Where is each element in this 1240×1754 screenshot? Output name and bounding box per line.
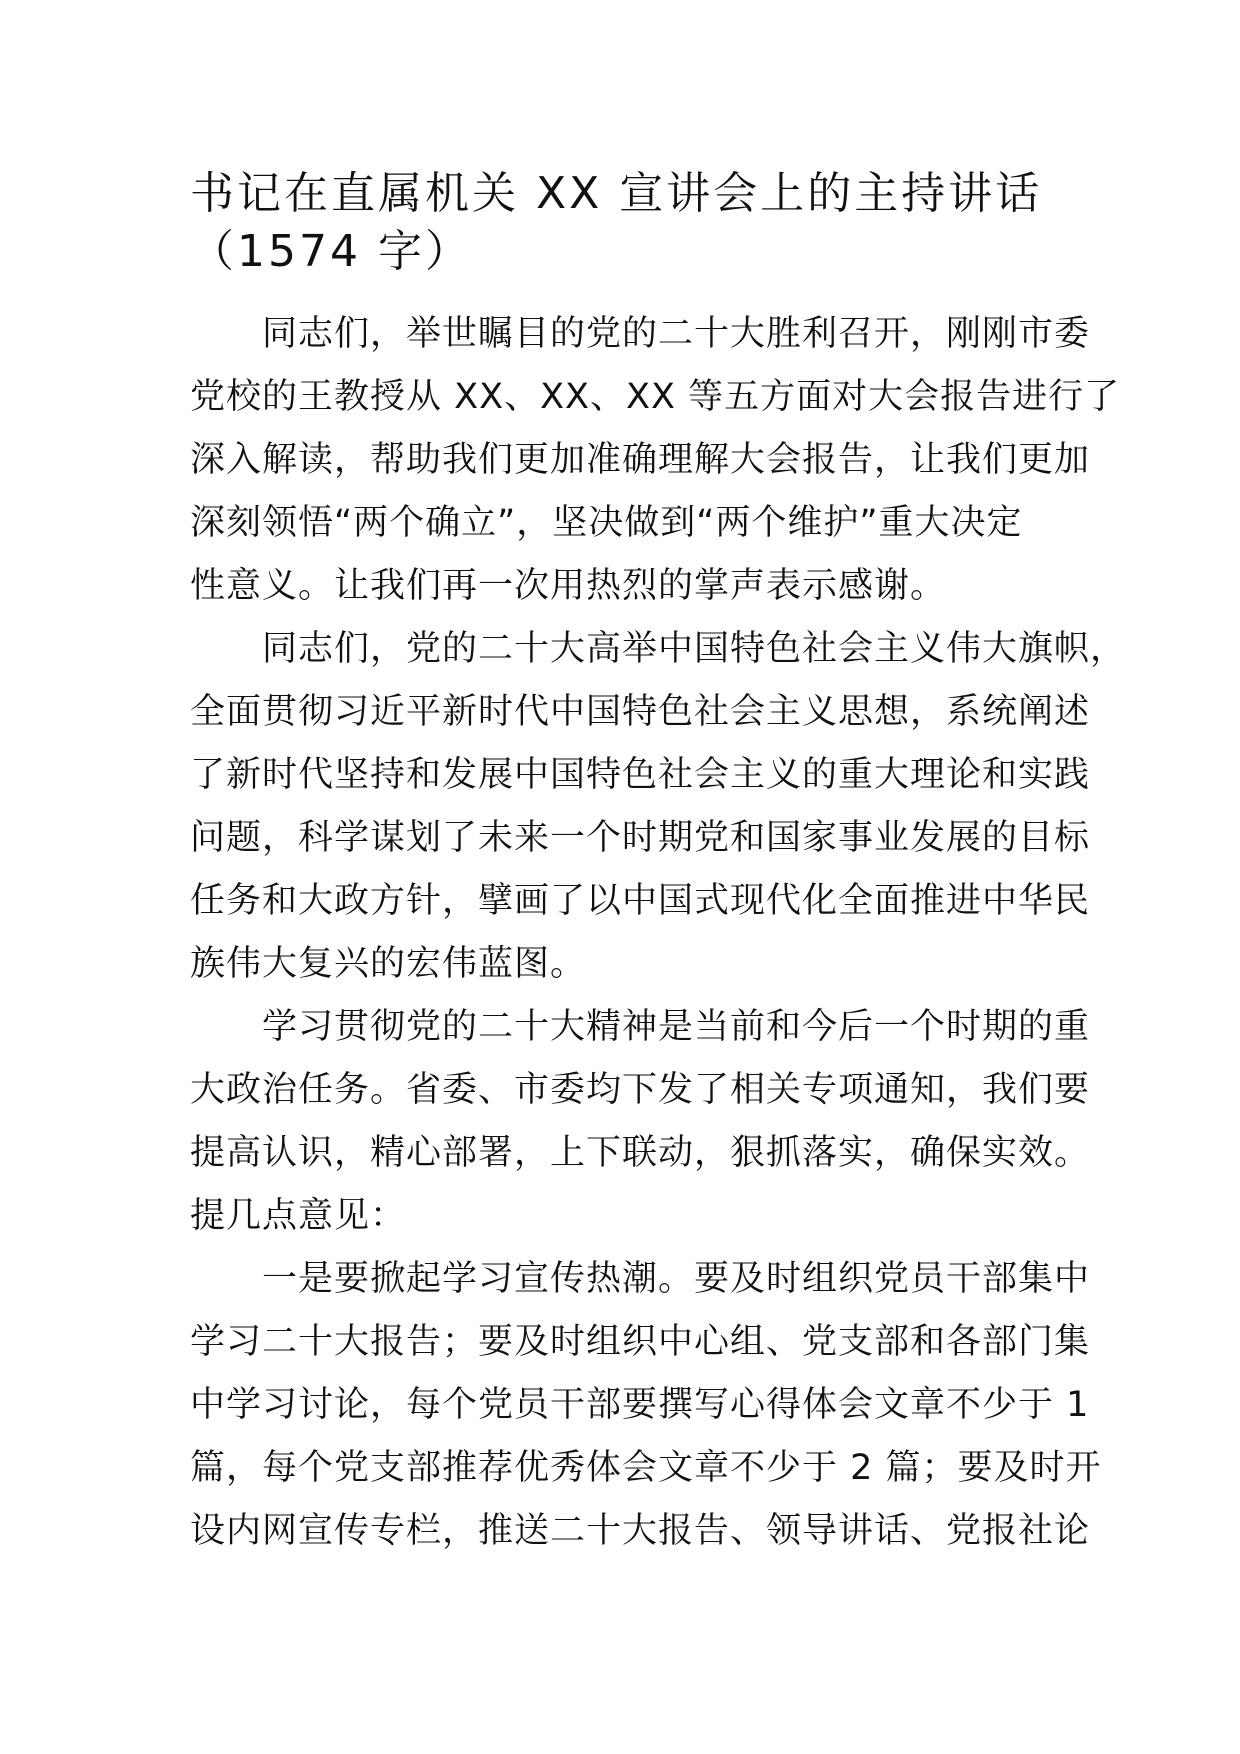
body-line-7: 全面贯彻习近平新时代中国特色社会主义思想，系统阐述 [190, 692, 1091, 732]
body-line-5: 性意义。让我们再一次用热烈的掌声表示感谢。 [190, 566, 947, 606]
body-line-2: 党校的王教授从 XX、XX、XX 等五方面对大会报告进行了 [190, 377, 1121, 417]
body-line-19: 篇，每个党支部推荐优秀体会文章不少于 2 篇；要及时开 [190, 1448, 1102, 1488]
body-line-20: 设内网宣传专栏，推送二十大报告、领导讲话、党报社论 [190, 1511, 1091, 1551]
body-line-11: 族伟大复兴的宏伟蓝图。 [190, 944, 587, 984]
body-line-1: 同志们，举世瞩目的党的二十大胜利召开，刚刚市委 [190, 314, 1091, 354]
body-line-16: 一是要掀起学习宣传热潮。要及时组织党员干部集中 [190, 1259, 1091, 1299]
body-line-10: 任务和大政方针，擘画了以中国式现代化全面推进中华民 [190, 881, 1091, 921]
body-line-17: 学习二十大报告；要及时组织中心组、党支部和各部门集 [190, 1322, 1091, 1362]
body-line-6: 同志们，党的二十大高举中国特色社会主义伟大旗帜， [190, 629, 1127, 669]
body-line-14: 提高认识，精心部署，上下联动，狠抓落实，确保实效。 [190, 1133, 1091, 1173]
body-line-4: 深刻领悟“两个确立”，坚决做到“两个维护”重大决定 [190, 503, 1023, 543]
body-line-15: 提几点意见： [190, 1196, 407, 1236]
document-title: 书记在直属机关 XX 宣讲会上的主持讲话（1574 字） [190, 168, 1043, 277]
body-line-3: 深入解读，帮助我们更加准确理解大会报告，让我们更加 [190, 440, 1091, 480]
body-line-8: 了新时代坚持和发展中国特色社会主义的重大理论和实践 [190, 755, 1091, 795]
body-line-18: 中学习讨论，每个党员干部要撰写心得体会文章不少于 1 [190, 1385, 1090, 1425]
body-line-12: 学习贯彻党的二十大精神是当前和今后一个时期的重 [190, 1007, 1091, 1047]
body-line-13: 大政治任务。省委、市委均下发了相关专项通知，我们要 [190, 1070, 1091, 1110]
body-line-9: 问题，科学谋划了未来一个时期党和国家事业发展的目标 [190, 818, 1091, 858]
